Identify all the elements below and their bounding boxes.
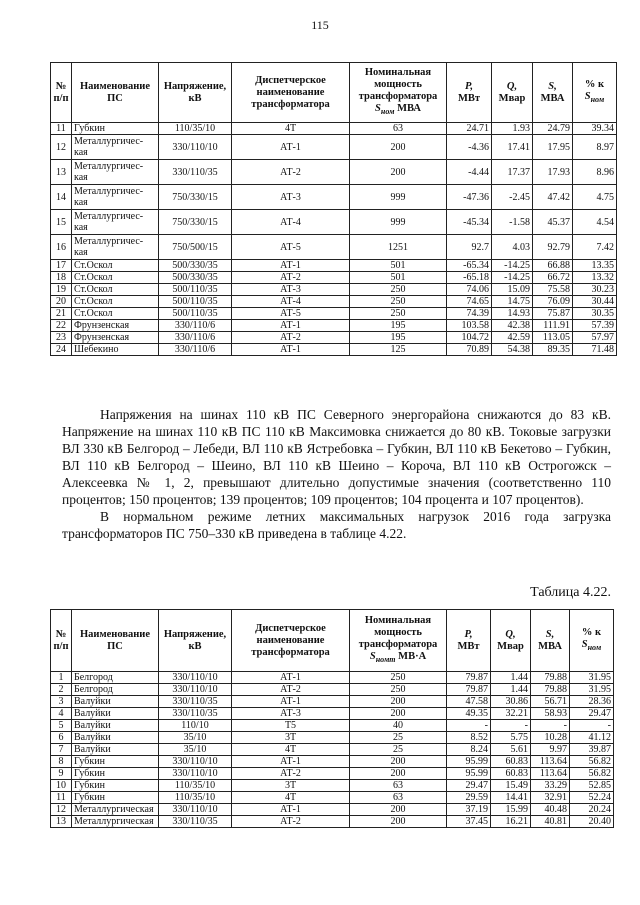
cell-s: - — [531, 720, 570, 732]
cell-q: 42.38 — [492, 320, 533, 332]
cell-nom: 200 — [350, 708, 447, 720]
cell-name: Валуйки — [72, 744, 159, 756]
cell-p: - — [447, 720, 491, 732]
cell-p: 95.99 — [447, 768, 491, 780]
cell-nom: 200 — [350, 756, 447, 768]
cell-v: 500/330/35 — [159, 272, 232, 284]
body-text — [62, 406, 611, 542]
cell-v: 330/110/10 — [159, 684, 232, 696]
cell-pct: 31.95 — [570, 672, 614, 684]
header-percent: % к $S_{ном}$ — [573, 63, 617, 123]
cell-pct: 8.97 — [573, 135, 617, 160]
cell-v: 500/110/35 — [159, 296, 232, 308]
cell-nom: 200 — [350, 816, 447, 828]
header-voltage: Напряжение, кВ — [159, 63, 232, 123]
cell-q: 32.21 — [491, 708, 531, 720]
table-row — [51, 235, 617, 260]
cell-name: Шебекино — [72, 344, 159, 356]
cell-pct: 57.39 — [573, 320, 617, 332]
cell-nom: 1251 — [350, 235, 447, 260]
cell-q: 54.38 — [492, 344, 533, 356]
paragraph: Напряжения на шинах 110 кВ ПС Северного энергорайона снижаются до 83 кВ. Напряжение на шинах 110 кВ ПС 110 кВ Максимовка снижается до 80 кВ. Токовые загрузки ВЛ 330 кВ Белгород – Лебеди, ВЛ 110 кВ Ястребовка – Губкин, ВЛ 110 кВ Бекетово – Губкин, ВЛ 110 кВ Белгород – Шеино, ВЛ 110 кВ Шеино – Короча, ВЛ 110 кВ Острогожск – Алексеевка № 1, 2, превышают длительно допустимые значения (соответственно 110 процентов; 150 процентов; 139 процентов; 109 процентов; 104 процента и 107 процентов). — [62, 407, 611, 507]
cell-s: 79.88 — [531, 684, 570, 696]
cell-q: 16.21 — [491, 816, 531, 828]
cell-name: Губкин — [72, 768, 159, 780]
cell-pct: 41.12 — [570, 732, 614, 744]
header-s: S, МВА — [531, 610, 570, 672]
cell-p: 29.59 — [447, 792, 491, 804]
cell-v: 330/110/10 — [159, 756, 232, 768]
table-row — [51, 210, 617, 235]
cell-name: Металлургическая — [72, 804, 159, 816]
cell-name: Валуйки — [72, 696, 159, 708]
cell-d: АТ-1 — [232, 756, 350, 768]
cell-s: 113.64 — [531, 756, 570, 768]
cell-name: Ст.Оскол — [72, 308, 159, 320]
cell-n: 22 — [51, 320, 72, 332]
cell-pct: 52.85 — [570, 780, 614, 792]
cell-nom: 501 — [350, 260, 447, 272]
cell-n: 16 — [51, 235, 72, 260]
cell-s: 92.79 — [533, 235, 573, 260]
cell-d: АТ-3 — [232, 185, 350, 210]
cell-n: 9 — [51, 768, 72, 780]
cell-q: 42.59 — [492, 332, 533, 344]
cell-d: АТ-2 — [232, 768, 350, 780]
cell-s: 56.71 — [531, 696, 570, 708]
table-row — [51, 672, 614, 684]
cell-q: -14.25 — [492, 272, 533, 284]
cell-nom: 200 — [350, 804, 447, 816]
header-dispatch-name: Диспетчерское наименование трансформатора — [232, 63, 350, 123]
cell-d: АТ-1 — [232, 320, 350, 332]
cell-n: 3 — [51, 696, 72, 708]
cell-name: Ст.Оскол — [72, 296, 159, 308]
cell-nom: 63 — [350, 780, 447, 792]
cell-v: 35/10 — [159, 732, 232, 744]
header-dispatch-name: Диспетчерское наименование трансформатора — [232, 610, 350, 672]
cell-v: 110/35/10 — [159, 792, 232, 804]
cell-d: 3Т — [232, 780, 350, 792]
cell-pct: 20.40 — [570, 816, 614, 828]
cell-d: АТ-2 — [232, 816, 350, 828]
cell-q: 14.75 — [492, 296, 533, 308]
cell-n: 11 — [51, 792, 72, 804]
cell-s: 113.05 — [533, 332, 573, 344]
cell-p: 79.87 — [447, 672, 491, 684]
cell-p: 74.65 — [447, 296, 492, 308]
cell-v: 110/10 — [159, 720, 232, 732]
cell-name: Металлургичес-кая — [72, 235, 159, 260]
cell-nom: 25 — [350, 732, 447, 744]
cell-nom: 999 — [350, 210, 447, 235]
cell-nom: 250 — [350, 284, 447, 296]
cell-name: Фрунзенская — [72, 320, 159, 332]
table-row — [51, 720, 614, 732]
cell-n: 21 — [51, 308, 72, 320]
cell-p: 95.99 — [447, 756, 491, 768]
cell-pct: 39.87 — [570, 744, 614, 756]
cell-s: 24.79 — [533, 123, 573, 135]
cell-n: 4 — [51, 708, 72, 720]
cell-v: 330/110/10 — [159, 135, 232, 160]
transformer-load-table-continued — [50, 62, 617, 356]
cell-pct: 71.48 — [573, 344, 617, 356]
cell-q: 1.44 — [491, 684, 531, 696]
cell-name: Валуйки — [72, 732, 159, 744]
cell-p: -65.34 — [447, 260, 492, 272]
cell-d: АТ-1 — [232, 260, 350, 272]
cell-pct: 30.35 — [573, 308, 617, 320]
cell-pct: 7.42 — [573, 235, 617, 260]
cell-pct: 20.24 — [570, 804, 614, 816]
cell-v: 35/10 — [159, 744, 232, 756]
cell-q: 14.93 — [492, 308, 533, 320]
cell-d: АТ-2 — [232, 160, 350, 185]
cell-nom: 200 — [350, 696, 447, 708]
table-row — [51, 732, 614, 744]
cell-nom: 200 — [350, 135, 447, 160]
cell-pct: - — [570, 720, 614, 732]
paragraph: В нормальном режиме летних максимальных нагрузок 2016 года загрузка трансформаторов ПС 750–330 кВ приведена в таблице 4.22. — [62, 509, 611, 541]
cell-v: 330/110/6 — [159, 320, 232, 332]
cell-name: Металлургичес-кая — [72, 160, 159, 185]
cell-q: -2.45 — [492, 185, 533, 210]
cell-p: -4.36 — [447, 135, 492, 160]
table-row — [51, 792, 614, 804]
cell-name: Губкин — [72, 792, 159, 804]
cell-v: 330/110/6 — [159, 344, 232, 356]
cell-d: АТ-1 — [232, 672, 350, 684]
cell-p: 37.45 — [447, 816, 491, 828]
cell-p: 74.39 — [447, 308, 492, 320]
cell-pct: 39.34 — [573, 123, 617, 135]
table-row — [51, 296, 617, 308]
table-body — [51, 123, 617, 356]
cell-q: -14.25 — [492, 260, 533, 272]
cell-q: 30.86 — [491, 696, 531, 708]
cell-q: 17.37 — [492, 160, 533, 185]
cell-pct: 29.47 — [570, 708, 614, 720]
cell-name: Металлургичес-кая — [72, 185, 159, 210]
cell-n: 13 — [51, 160, 72, 185]
cell-q: 5.75 — [491, 732, 531, 744]
cell-p: -65.18 — [447, 272, 492, 284]
cell-n: 24 — [51, 344, 72, 356]
cell-n: 5 — [51, 720, 72, 732]
cell-d: АТ-1 — [232, 696, 350, 708]
header-q: Q, Мвар — [492, 63, 533, 123]
cell-v: 500/110/35 — [159, 308, 232, 320]
table-row — [51, 160, 617, 185]
cell-n: 20 — [51, 296, 72, 308]
header-name: Наименование ПС — [72, 610, 159, 672]
cell-pct: 31.95 — [570, 684, 614, 696]
cell-s: 113.64 — [531, 768, 570, 780]
cell-pct: 30.44 — [573, 296, 617, 308]
cell-p: 8.52 — [447, 732, 491, 744]
cell-s: 17.95 — [533, 135, 573, 160]
cell-q: 5.61 — [491, 744, 531, 756]
cell-pct: 28.36 — [570, 696, 614, 708]
cell-d: 4Т — [232, 744, 350, 756]
header-q: Q, Мвар — [491, 610, 531, 672]
cell-n: 15 — [51, 210, 72, 235]
cell-d: АТ-2 — [232, 684, 350, 696]
cell-q: 15.09 — [492, 284, 533, 296]
cell-v: 750/330/15 — [159, 185, 232, 210]
cell-s: 10.28 — [531, 732, 570, 744]
cell-name: Губкин — [72, 123, 159, 135]
cell-nom: 999 — [350, 185, 447, 210]
cell-pct: 57.97 — [573, 332, 617, 344]
table-body — [51, 672, 614, 828]
cell-n: 19 — [51, 284, 72, 296]
cell-pct: 13.32 — [573, 272, 617, 284]
cell-name: Металлургичес-кая — [72, 210, 159, 235]
cell-p: 74.06 — [447, 284, 492, 296]
cell-d: 4Т — [232, 123, 350, 135]
cell-nom: 501 — [350, 272, 447, 284]
cell-n: 14 — [51, 185, 72, 210]
header-nominal-power: Номинальная мощность трансформатора $S_{ном}$ МВА — [350, 63, 447, 123]
cell-s: 66.72 — [533, 272, 573, 284]
cell-p: -45.34 — [447, 210, 492, 235]
header-percent: % к $S_{ном}$ — [570, 610, 614, 672]
cell-name: Белгород — [72, 672, 159, 684]
cell-v: 330/110/10 — [159, 804, 232, 816]
cell-nom: 250 — [350, 684, 447, 696]
cell-s: 75.87 — [533, 308, 573, 320]
cell-d: АТ-5 — [232, 308, 350, 320]
cell-d: АТ-1 — [232, 804, 350, 816]
cell-s: 47.42 — [533, 185, 573, 210]
table-row — [51, 696, 614, 708]
header-name: Наименование ПС — [72, 63, 159, 123]
cell-n: 10 — [51, 780, 72, 792]
cell-s: 9.97 — [531, 744, 570, 756]
cell-s: 45.37 — [533, 210, 573, 235]
cell-pct: 8.96 — [573, 160, 617, 185]
cell-s: 40.81 — [531, 816, 570, 828]
cell-p: 79.87 — [447, 684, 491, 696]
cell-q: -1.58 — [492, 210, 533, 235]
cell-s: 33.29 — [531, 780, 570, 792]
cell-pct: 4.54 — [573, 210, 617, 235]
table-row — [51, 260, 617, 272]
cell-s: 76.09 — [533, 296, 573, 308]
cell-n: 18 — [51, 272, 72, 284]
cell-nom: 200 — [350, 160, 447, 185]
cell-p: 29.47 — [447, 780, 491, 792]
cell-s: 75.58 — [533, 284, 573, 296]
cell-name: Металлургическая — [72, 816, 159, 828]
cell-nom: 63 — [350, 792, 447, 804]
cell-p: 92.7 — [447, 235, 492, 260]
table-row — [51, 684, 614, 696]
cell-p: -4.44 — [447, 160, 492, 185]
table-row — [51, 768, 614, 780]
cell-v: 110/35/10 — [159, 780, 232, 792]
cell-d: АТ-3 — [232, 708, 350, 720]
cell-name: Губкин — [72, 756, 159, 768]
cell-p: 70.89 — [447, 344, 492, 356]
table-row — [51, 744, 614, 756]
cell-p: 47.58 — [447, 696, 491, 708]
cell-n: 17 — [51, 260, 72, 272]
cell-s: 58.93 — [531, 708, 570, 720]
cell-name: Губкин — [72, 780, 159, 792]
cell-v: 500/110/35 — [159, 284, 232, 296]
transformer-load-table-4-22 — [50, 609, 614, 828]
cell-name: Белгород — [72, 684, 159, 696]
cell-s: 79.88 — [531, 672, 570, 684]
header-s: S, МВА — [533, 63, 573, 123]
cell-n: 8 — [51, 756, 72, 768]
cell-v: 330/110/10 — [159, 672, 232, 684]
cell-d: 3Т — [232, 732, 350, 744]
table-row — [51, 344, 617, 356]
cell-q: - — [491, 720, 531, 732]
header-num: № п/п — [51, 63, 72, 123]
cell-v: 330/110/35 — [159, 816, 232, 828]
cell-q: 4.03 — [492, 235, 533, 260]
cell-pct: 4.75 — [573, 185, 617, 210]
cell-pct: 13.35 — [573, 260, 617, 272]
table-row — [51, 123, 617, 135]
cell-name: Металлургичес-кая — [72, 135, 159, 160]
cell-pct: 56.82 — [570, 768, 614, 780]
cell-s: 32.91 — [531, 792, 570, 804]
cell-q: 17.41 — [492, 135, 533, 160]
cell-n: 23 — [51, 332, 72, 344]
cell-n: 7 — [51, 744, 72, 756]
cell-q: 1.93 — [492, 123, 533, 135]
cell-d: АТ-2 — [232, 332, 350, 344]
cell-n: 6 — [51, 732, 72, 744]
table-row — [51, 708, 614, 720]
cell-d: Т5 — [232, 720, 350, 732]
cell-p: -47.36 — [447, 185, 492, 210]
cell-n: 12 — [51, 804, 72, 816]
page-number: 115 — [311, 18, 329, 32]
cell-s: 66.88 — [533, 260, 573, 272]
cell-d: АТ-1 — [232, 135, 350, 160]
cell-name: Ст.Оскол — [72, 284, 159, 296]
table-row — [51, 804, 614, 816]
table-row — [51, 272, 617, 284]
cell-p: 37.19 — [447, 804, 491, 816]
cell-nom: 40 — [350, 720, 447, 732]
header-nominal-power: Номинальная мощность трансформатора $S_{номт}$ МВ·А — [350, 610, 447, 672]
table-row — [51, 780, 614, 792]
cell-n: 13 — [51, 816, 72, 828]
cell-pct: 56.82 — [570, 756, 614, 768]
cell-nom: 250 — [350, 296, 447, 308]
cell-s: 40.48 — [531, 804, 570, 816]
cell-d: 4Т — [232, 792, 350, 804]
table-row — [51, 185, 617, 210]
cell-nom: 125 — [350, 344, 447, 356]
cell-v: 330/110/35 — [159, 708, 232, 720]
header-p: Р, МВт — [447, 63, 492, 123]
header-voltage: Напряжение, кВ — [159, 610, 232, 672]
cell-s: 111.91 — [533, 320, 573, 332]
cell-n: 2 — [51, 684, 72, 696]
table-row — [51, 308, 617, 320]
cell-v: 330/110/35 — [159, 696, 232, 708]
cell-pct: 52.24 — [570, 792, 614, 804]
cell-s: 89.35 — [533, 344, 573, 356]
cell-v: 330/110/35 — [159, 160, 232, 185]
cell-q: 14.41 — [491, 792, 531, 804]
cell-v: 500/330/35 — [159, 260, 232, 272]
cell-p: 8.24 — [447, 744, 491, 756]
table-caption: Таблица 4.22. — [530, 585, 611, 600]
cell-d: АТ-1 — [232, 344, 350, 356]
cell-n: 11 — [51, 123, 72, 135]
cell-q: 60.83 — [491, 756, 531, 768]
cell-d: АТ-4 — [232, 210, 350, 235]
cell-name: Фрунзенская — [72, 332, 159, 344]
table-row — [51, 320, 617, 332]
cell-q: 15.99 — [491, 804, 531, 816]
cell-nom: 250 — [350, 672, 447, 684]
cell-d: АТ-2 — [232, 272, 350, 284]
cell-n: 12 — [51, 135, 72, 160]
table-row — [51, 332, 617, 344]
cell-q: 1.44 — [491, 672, 531, 684]
table-row — [51, 284, 617, 296]
cell-name: Валуйки — [72, 708, 159, 720]
cell-v: 330/110/10 — [159, 768, 232, 780]
cell-d: АТ-4 — [232, 296, 350, 308]
cell-q: 15.49 — [491, 780, 531, 792]
table-row — [51, 816, 614, 828]
cell-p: 24.71 — [447, 123, 492, 135]
cell-n: 1 — [51, 672, 72, 684]
cell-nom: 195 — [350, 332, 447, 344]
cell-name: Ст.Оскол — [72, 272, 159, 284]
cell-v: 330/110/6 — [159, 332, 232, 344]
table-row — [51, 135, 617, 160]
cell-pct: 30.23 — [573, 284, 617, 296]
cell-name: Ст.Оскол — [72, 260, 159, 272]
cell-q: 60.83 — [491, 768, 531, 780]
cell-v: 110/35/10 — [159, 123, 232, 135]
cell-nom: 25 — [350, 744, 447, 756]
cell-d: АТ-5 — [232, 235, 350, 260]
cell-nom: 250 — [350, 308, 447, 320]
cell-d: АТ-3 — [232, 284, 350, 296]
cell-v: 750/500/15 — [159, 235, 232, 260]
cell-nom: 200 — [350, 768, 447, 780]
cell-nom: 195 — [350, 320, 447, 332]
cell-nom: 63 — [350, 123, 447, 135]
cell-p: 103.58 — [447, 320, 492, 332]
cell-p: 49.35 — [447, 708, 491, 720]
table-row — [51, 756, 614, 768]
cell-s: 17.93 — [533, 160, 573, 185]
cell-name: Валуйки — [72, 720, 159, 732]
header-p: Р, МВт — [447, 610, 491, 672]
header-num: № п/п — [51, 610, 72, 672]
cell-p: 104.72 — [447, 332, 492, 344]
cell-v: 750/330/15 — [159, 210, 232, 235]
